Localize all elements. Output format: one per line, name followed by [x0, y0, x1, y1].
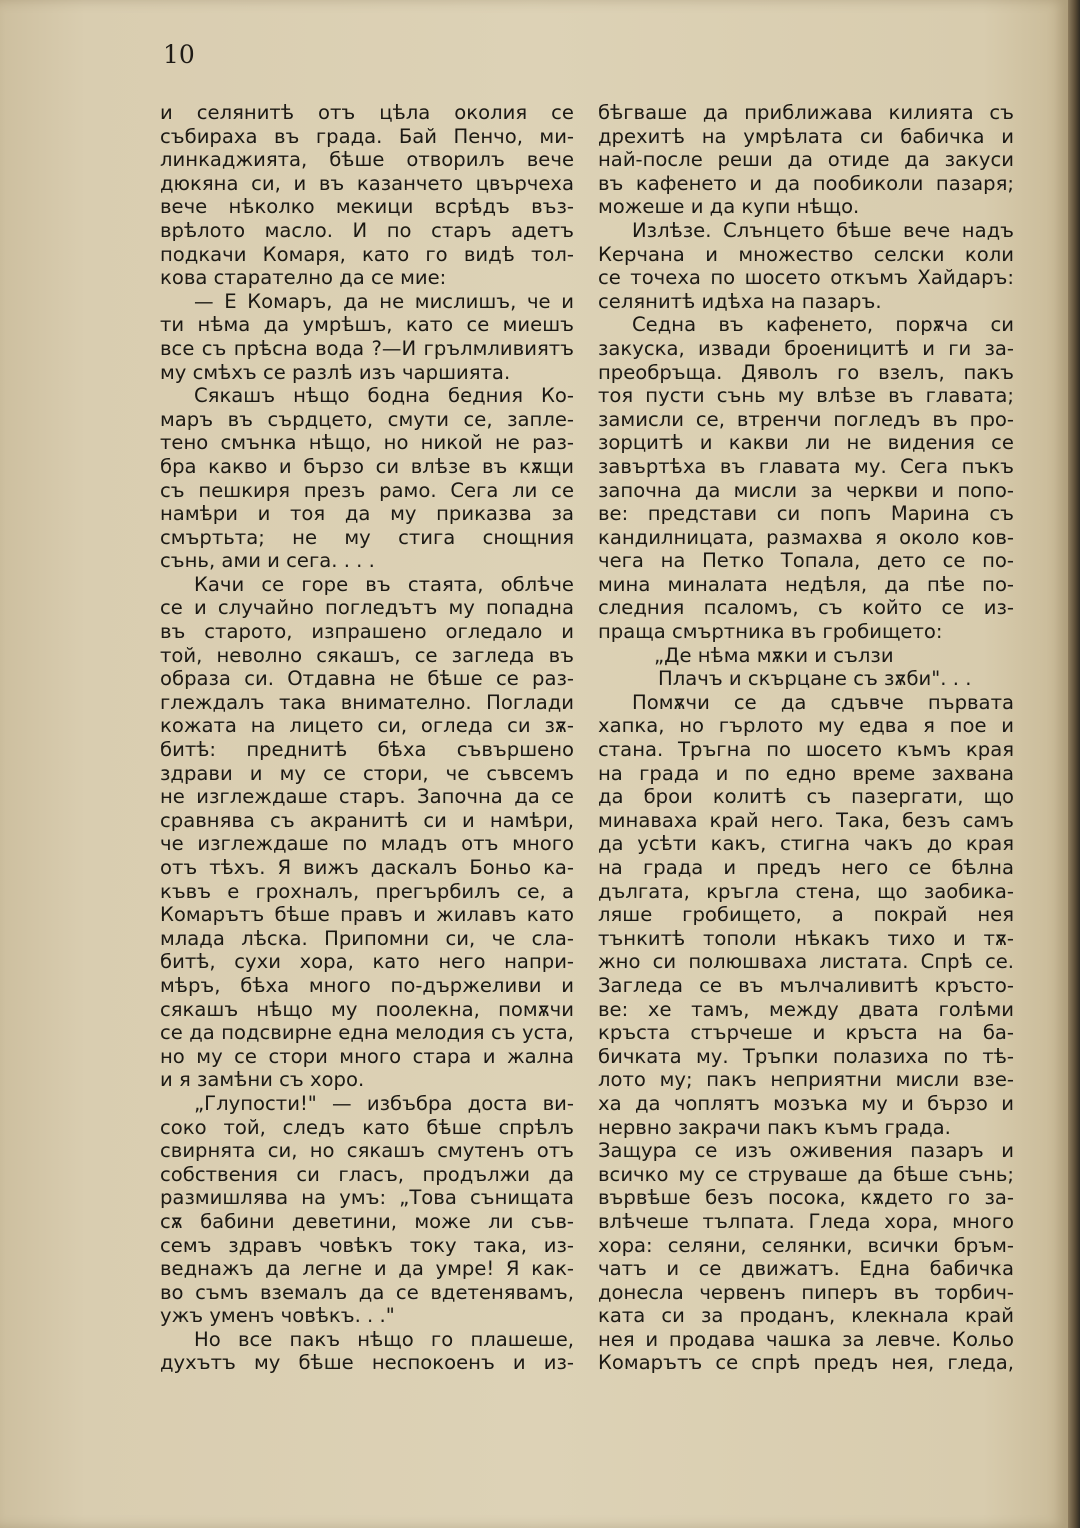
text-line: смъртьта; не му стига снощния	[160, 525, 574, 549]
text-line: и селянитѣ отъ цѣла околия се	[160, 101, 574, 124]
text-line: замисли се, втренчи погледъ въ про-	[598, 407, 1014, 431]
page-number: 10	[163, 40, 195, 69]
text-line: духътъ му бѣше неспокоенъ и из-	[160, 1351, 574, 1375]
text-line: да брои колитѣ съ пазергати, що	[598, 785, 1014, 809]
text-line: ката си за проданъ, клекнала край	[598, 1304, 1014, 1328]
text-line: ве: представи си попъ Марина съ	[598, 502, 1014, 526]
text-line: кова старателно да се мие:	[160, 266, 447, 290]
left-text-column	[160, 101, 574, 1375]
text-line: тънкитѣ тополи нѣкакъ тихо и тѫ-	[598, 926, 1014, 950]
text-line: кандилницата, размахва я около ков-	[598, 525, 1014, 549]
text-line: се и случайно погледътъ му попадна	[160, 596, 574, 620]
text-line: му смѣхъ се разлѣ изъ чаршията.	[160, 360, 511, 384]
text-line: можеше и да купи нѣщо.	[598, 195, 860, 219]
text-line: врѣлото масло. И по старъ адетъ	[160, 218, 574, 242]
text-line: вървѣше безъ посока, кѫдето го за-	[598, 1186, 1014, 1210]
text-line: Загледа се въ мълчаливитѣ кръсто-	[598, 973, 1014, 997]
text-line: собствения си гласъ, продължи да	[160, 1162, 574, 1186]
text-line: млада лѣска. Припомни си, че сла-	[160, 926, 574, 950]
text-line: кожата на лицето си, огледа си зѫ-	[160, 714, 574, 738]
text-line: во съмъ вземалъ да се вдетенявамъ,	[160, 1280, 574, 1304]
text-line: линкаджията, бѣше отворилъ вече	[160, 148, 574, 172]
text-line: тено смънка нѣщо, но никой не раз-	[160, 431, 574, 455]
text-line: съ пешкиря презъ рамо. Сега ли се	[160, 478, 574, 502]
text-line: ха да чоплятъ мозъка му и бързо и	[598, 1091, 1014, 1115]
right-text-column	[598, 101, 1014, 1375]
text-line: на града и по едно време захвана	[598, 761, 1014, 785]
text-line: бичката му. Тръпки полазиха по тѣ-	[598, 1044, 1014, 1068]
text-line: дрехитѣ на умрѣлата си бабичка и	[598, 124, 1014, 148]
text-line: се точеха по шосето откъмъ Хайдаръ:	[598, 266, 1014, 290]
text-line: събираха въ града. Бай Пенчо, ми-	[160, 124, 574, 148]
text-line: ти нѣма да умрѣшъ, като се миешъ	[160, 313, 574, 337]
text-line: кръста стърчеше и кръста на ба-	[598, 1021, 1014, 1045]
text-line: намѣри и тоя да му приказва за	[160, 502, 574, 526]
text-line: Но все пакъ нѣщо го плашеше,	[194, 1327, 574, 1351]
text-line: не изглеждаше старъ. Започна да се	[160, 785, 574, 809]
text-line: семъ здравъ човѣкъ току така, из-	[160, 1233, 574, 1257]
text-line: Излѣзе. Слънцето бѣше вече надъ	[632, 218, 1014, 242]
text-line: подкачи Комаря, като го видѣ тол-	[160, 242, 574, 266]
text-line: че изглеждаше по младъ отъ много	[160, 832, 574, 856]
text-line: Защура се изъ оживения пазаръ и	[598, 1139, 1014, 1163]
text-line: селянитѣ идѣха на пазаръ.	[598, 289, 882, 313]
text-line: въ старото, изпрашено огледало и	[160, 620, 574, 644]
text-line: чега на Петко Топала, дето се по-	[598, 549, 1014, 573]
text-line: Керчана и множество селски коли	[598, 242, 1014, 266]
text-line: сънь, ами и сега. . . .	[160, 549, 375, 573]
page-edge-shadow	[1068, 0, 1080, 1528]
text-line: въ кафенето и да пообиколи пазаря;	[598, 171, 1014, 195]
text-line: той, неволно сякашъ, се загледа въ	[160, 643, 574, 667]
text-line: жно си полюшваха листата. Спрѣ се.	[598, 950, 1014, 974]
text-line: се да подсвирне една мелодия съ уста,	[160, 1021, 574, 1045]
text-line: стана. Тръгна по шосето къмъ края	[598, 738, 1014, 762]
text-line: ляше гробището, а покрай нея	[598, 903, 1014, 927]
text-line: преобръща. Дяволъ го взелъ, пакъ	[598, 360, 1014, 384]
text-line: „Глупости!" — избъбра доста ви-	[194, 1091, 574, 1115]
text-line: хапка, но гърлото му едва я пое и	[598, 714, 1014, 738]
text-line: донесла червенъ пиперъ въ торбич-	[598, 1280, 1014, 1304]
text-line: Плачъ и скърцане съ зѫби". . .	[658, 667, 972, 691]
text-line: ужъ уменъ човѣкъ. . ."	[160, 1304, 395, 1328]
text-line: закуска, извади броеницитѣ и ги за-	[598, 336, 1014, 360]
text-line: — Е Комаръ, да не мислишъ, че и	[194, 289, 574, 313]
text-line: бѣгваше да приближава килията съ	[598, 101, 1014, 124]
text-line: и я замѣни съ хоро.	[160, 1068, 365, 1092]
text-line: веднажъ да легне и да умре! Я как-	[160, 1257, 574, 1281]
text-line: завъртѣха въ главата му. Сега пъкъ	[598, 454, 1014, 478]
text-line: къвъ е грохналъ, прегърбилъ се, а	[160, 879, 574, 903]
text-line: глеждалъ така внимателно. Поглади	[160, 690, 574, 714]
text-line: Сякашъ нѣщо бодна бедния Ко-	[194, 384, 574, 408]
text-line: следния псаломъ, съ който се из-	[598, 596, 1014, 620]
text-line: мѣръ, бѣха много по-държеливи и	[160, 973, 574, 997]
text-line: праща смъртника въ гробището:	[598, 620, 943, 644]
text-line: но му се стори много стара и жална	[160, 1044, 574, 1068]
text-line: сравнява съ акранитѣ си и намѣри,	[160, 808, 574, 832]
text-line: хора: селяни, селянки, всички бръм-	[598, 1233, 1014, 1257]
text-line: всичко му се струваше да бѣше сънь;	[598, 1162, 1014, 1186]
text-line: да усѣти какъ, стигна чакъ до края	[598, 832, 1014, 856]
text-line: лото му; пакъ неприятни мисли взе-	[598, 1068, 1014, 1092]
text-line: зорцитѣ и какви ли не видения се	[598, 431, 1014, 455]
text-line: сякашъ нѣщо му поолекна, помѫчи	[160, 997, 574, 1021]
text-line: започна да мисли за черкви и попо-	[598, 478, 1014, 502]
text-line: сѫ бабини деветини, може ли съв-	[160, 1209, 574, 1233]
text-line: тоя пусти сънь му влѣзе въ главата;	[598, 384, 1014, 408]
text-line: битѣ, сухи хора, като него напри-	[160, 950, 574, 974]
text-line: битѣ: преднитѣ бѣха съвършено	[160, 738, 574, 762]
text-line: отъ тѣхъ. Я вижъ даскалъ Боньо ка-	[160, 856, 574, 879]
text-line: вече нѣколко мекици всрѣдъ въз-	[160, 195, 574, 219]
text-line: бра какво и бързо си влѣзе въ кѫщи	[160, 454, 574, 478]
text-line: мина миналата недѣля, да пѣе по-	[598, 572, 1014, 596]
text-line: нервно закрачи пакъ къмъ града.	[598, 1115, 951, 1139]
text-line: минаваха край него. Така, безъ самъ	[598, 808, 1014, 832]
text-line: свирнята си, но сякашъ смутенъ отъ	[160, 1139, 574, 1163]
text-line: „Де нѣма мѫки и сълзи	[654, 643, 894, 667]
text-line: най-после реши да отиде да закуси	[598, 148, 1014, 172]
text-line: Качи се горе въ стаята, облѣче	[194, 572, 574, 596]
text-line: дюкяна си, и въ казанчето цвърчеха	[160, 171, 574, 195]
text-line: все съ прѣсна вода ?—И грълмливиятъ	[160, 336, 574, 360]
text-line: чатъ и се движатъ. Една бабичка	[598, 1257, 1014, 1281]
text-line: нея и продава чашка за левче. Кольо	[598, 1327, 1014, 1351]
text-line: маръ въ сърдцето, смути се, запле-	[160, 407, 574, 431]
text-line: размишлява на умъ: „Това сънищата	[160, 1186, 574, 1210]
text-line: здрави и му се стори, че съвсемъ	[160, 761, 574, 785]
text-line: Седна въ кафенето, порѫча си	[632, 313, 1014, 337]
text-line: соко той, следъ като бѣше спрѣлъ	[160, 1115, 574, 1139]
text-line: Комарътъ бѣше правъ и жилавъ като	[160, 903, 574, 927]
text-line: влѣчеше тълпата. Гледа хора, много	[598, 1209, 1014, 1233]
text-line: ве: хе тамъ, между двата голѣми	[598, 997, 1014, 1021]
text-line: образа си. Отдавна не бѣше се раз-	[160, 667, 574, 691]
text-line: Комарътъ се спрѣ предъ нея, гледа,	[598, 1351, 1014, 1375]
text-line: дългата, кръгла стена, що заобика-	[598, 879, 1014, 903]
text-line: Помѫчи се да сдъвче първата	[632, 690, 1014, 714]
text-line: на града и предъ него се бѣлна	[598, 856, 1014, 879]
